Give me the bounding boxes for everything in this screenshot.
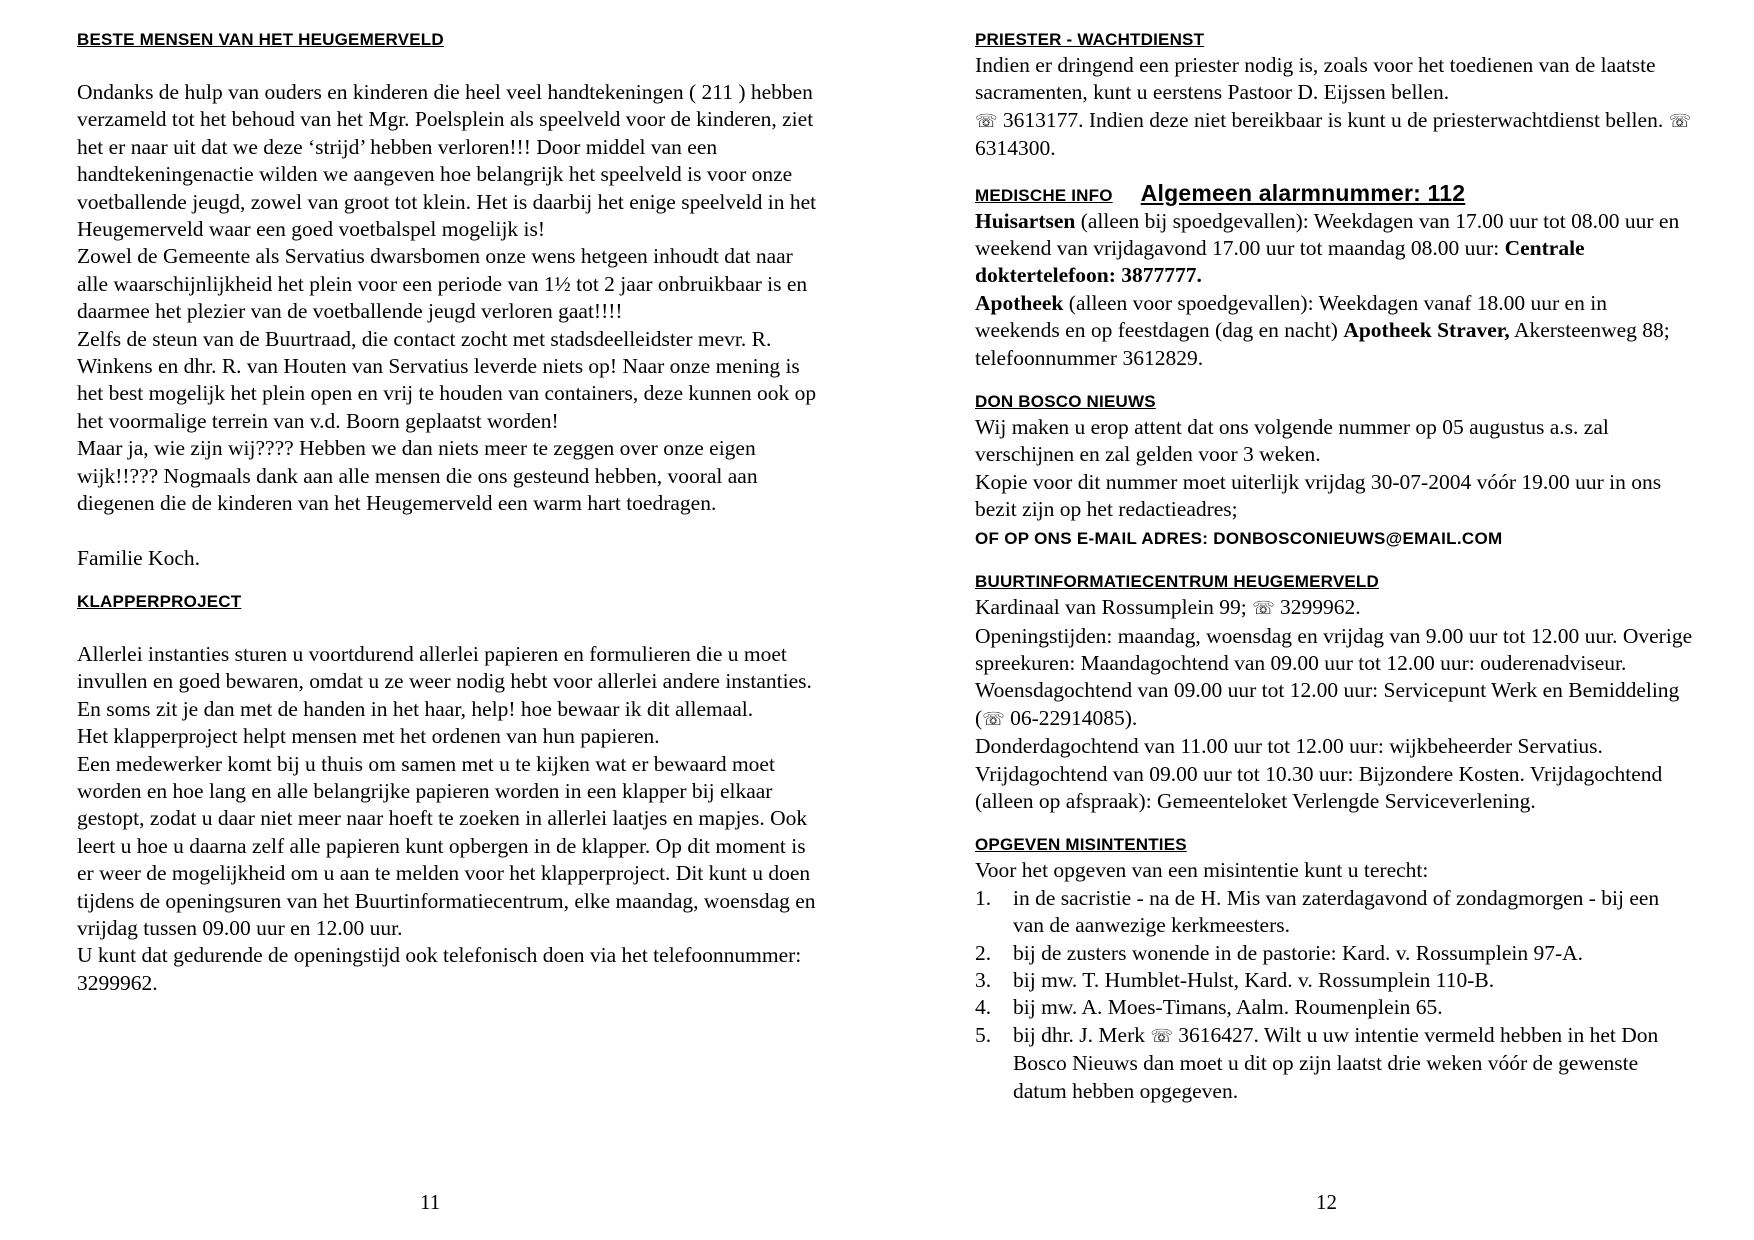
list-item-text-pre: bij dhr. J. Merk xyxy=(1013,1022,1151,1047)
list-item-number: 5. xyxy=(975,1022,992,1047)
phone-icon: ☏ xyxy=(982,708,1005,730)
beste-mensen-paragraph-4: Maar ja, wie zijn wij???? Hebben we dan niets meer te zeggen over onze eigen wijk!!??? Nogmaals dank aan alle mensen die ons gesteund hebben, vooral aan diegenen die de kinderen van het Heugemerveld een warm hart toedragen. xyxy=(77,436,758,516)
buurtinfo-address-text: Kardinaal van Rossumplein 99; xyxy=(975,595,1253,620)
beste-mensen-paragraph-2: Zowel de Gemeente als Servatius dwarsbomen onze wens hetgeen inhoudt dat naar alle waarschijnlijkheid het plein voor een periode van 1½ tot 2 jaar onbruikbaar is en daarmee het plezier van de voetballende jeugd verloren gaat!!!! xyxy=(77,244,808,324)
list-item xyxy=(975,885,1695,940)
buurtinfo-text-1-phone: 06-22914085). xyxy=(1004,705,1138,730)
klapper-paragraph-1: Allerlei instanties sturen u voortdurend allerlei papieren en formulieren die u moet invullen en goed bewaren, omdat u ze weer nodig hebt voor allerlei andere instanties. En soms zit je dan met de handen in het haar, help! hoe bewaar ik dit allemaal. xyxy=(77,641,812,721)
klapper-paragraph-4: U kunt dat gedurende de openingstijd ook telefonisch doen via het telefoonnummer: 3299962. xyxy=(77,943,802,995)
heading-beste-mensen: BESTE MENSEN VAN HET HEUGEMERVELD xyxy=(77,30,444,49)
huisartsen-label: Huisartsen xyxy=(975,208,1076,233)
phone-icon: ☏ xyxy=(1668,110,1692,132)
centrale-doktertelefoon: Centrale doktertelefoon: 3877777. xyxy=(975,236,1585,288)
buurtinfo-text-2: Donderdagochtend van 11.00 uur tot 12.00 uur: wijkbeheerder Servatius. Vrijdagochtend van 09.00 uur tot 10.30 uur: Bijzondere Kosten. Vrijdagochtend (alleen op afspraak): Gemeenteloket Verlengde Serviceverlening. xyxy=(975,734,1663,813)
list-item-text: bij mw. A. Moes-Timans, Aalm. Roumenplein 65. xyxy=(1013,995,1443,1020)
page-number-right: 12 xyxy=(1316,1190,1337,1214)
buurtinfo-openingstijden xyxy=(975,623,1695,734)
list-item-number: 3. xyxy=(975,967,992,992)
list-item xyxy=(975,940,1695,967)
heading-don-bosco-nieuws: DON BOSCO NIEUWS xyxy=(975,392,1156,412)
apotheek-label: Apotheek xyxy=(975,290,1064,315)
list-item xyxy=(975,994,1695,1021)
apotheek-name: Apotheek Straver, xyxy=(1343,318,1510,343)
list-item-number: 1. xyxy=(975,885,992,910)
phone-icon: ☏ xyxy=(1150,1025,1173,1047)
list-item xyxy=(975,967,1695,994)
apotheek-text: (alleen voor spoedgevallen): Weekdagen vanaf 18.00 uur en in weekends en op feestdagen (dag en nacht) xyxy=(975,290,1607,343)
apotheek-info xyxy=(975,290,1695,372)
alarm-number: Algemeen alarmnummer: 112 xyxy=(1140,179,1466,206)
priester-text-2: 3613177. Indien deze niet bereikbaar is kunt u de priesterwachtdienst bellen. xyxy=(997,107,1669,132)
list-item-number: 2. xyxy=(975,940,992,965)
beste-mensen-paragraph-1: Ondanks de hulp van ouders en kinderen die heel veel handtekeningen ( 211 ) hebben verzameld tot het behoud van het Mgr. Poelsplein als speelveld voor de kinderen, ziet het er naar uit dat we deze ‘strijd’ hebben verloren!!! Door middel van een handtekeningenactie wilden we aangeven hoe belangrijk het speelveld is voor onze voetballende jeugd, zowel van groot tot klein. Het is daarbij het enige speelveld in het Heugemerveld waar een goed voetbalspel mogelijk is! xyxy=(77,80,817,242)
klapper-paragraph-3: Een medewerker komt bij u thuis om samen met u te kijken wat er bewaard moet worden en hoe lang en alle belangrijke papieren worden in een klapper bij elkaar gestopt, zodat u daar niet meer naar hoeft te zoeken in allerlei laatjes en mapjes. Ook leert u hoe u daarna zelf alle papieren kunt opbergen in de klapper. Op dit moment is er weer de mogelijkheid om u aan te melden voor het klapperproject. Dit kunt u doen tijdens de openingsuren van het Buurtinformatiecentrum, elke maandag, woensdag en vrijdag tussen 09.00 uur en 12.00 uur. xyxy=(77,751,816,940)
list-item xyxy=(975,1022,1695,1105)
medische-info-heading-row xyxy=(975,181,1695,208)
list-item-number: 4. xyxy=(975,995,992,1020)
buurtinfo-phone: 3299962. xyxy=(1274,595,1361,620)
heading-opgeven-misintenties: OPGEVEN MISINTENTIES xyxy=(975,835,1187,855)
list-item-text-post: 3616427. Wilt u uw intentie vermeld hebben in het Don Bosco Nieuws dan moet u dit op zijn laatst drie weken vóór de gewenste datum hebben opgegeven. xyxy=(1013,1022,1659,1103)
misintenties-intro: Voor het opgeven van een misintentie kunt u terecht: xyxy=(975,858,1429,883)
heading-medische-info: MEDISCHE INFO xyxy=(975,185,1113,205)
heading-klapperproject: KLAPPERPROJECT xyxy=(77,591,242,611)
left-page xyxy=(77,28,817,997)
huisartsen-text: (alleen bij spoedgevallen): Weekdagen van 17.00 uur tot 08.00 uur en weekend van vrijdagavond 17.00 uur tot maandag 08.00 uur: xyxy=(975,208,1680,261)
buurtinfo-text-1: Openingstijden: maandag, woensdag en vrijdag van 9.00 uur tot 12.00 uur. Overige spreekuren: Maandagochtend van 09.00 uur tot 12.00 uur: ouderenadviseur. Woensdagochtend van 09.00 uur tot 12.00 uur: Servicepunt Werk en Bemiddeling ( xyxy=(975,623,1693,730)
beste-mensen-paragraph-3: Zelfs de steun van de Buurtraad, die contact zocht met stadsdeelleidster mevr. R. Winkens en dhr. R. van Houten van Servatius leverde niets op! Naar onze mening is het best mogelijk het plein open en vrij te houden van containers, deze kunnen ook op het voormalige terrein van v.d. Boorn geplaatst worden! xyxy=(77,326,817,433)
right-page xyxy=(975,28,1695,1105)
heading-priester-wachtdienst: PRIESTER - WACHTDIENST xyxy=(975,30,1205,49)
donbosco-email-line xyxy=(975,524,1695,552)
donbosco-text-1: Wij maken u erop attent dat ons volgende nummer op 05 augustus a.s. zal verschijnen en zal gelden voor 3 weken. xyxy=(975,415,1609,467)
phone-icon: ☏ xyxy=(975,110,998,132)
buurtinfo-address xyxy=(975,594,1695,622)
misintenties-list xyxy=(975,885,1695,1105)
priester-text-1: Indien er dringend een priester nodig is, zoals voor het toedienen van de laatste sacramenten, kunt u eerstens Pastoor D. Eijssen bellen. xyxy=(975,53,1656,105)
phone-icon: ☏ xyxy=(1252,598,1275,620)
list-item-text: in de sacristie - na de H. Mis van zaterdagavond of zondagmorgen - bij een van de aanwezige kerkmeesters. xyxy=(1013,885,1660,938)
donbosco-text-2: Kopie voor dit nummer moet uiterlijk vrijdag 30-07-2004 vóór 19.00 uur in ons bezit zijn op het redactieadres; xyxy=(975,469,1662,522)
signature: Familie Koch. xyxy=(77,545,201,570)
huisartsen-info xyxy=(975,208,1695,290)
email-address-line: OF OP ONS E-MAIL ADRES: DONBOSCONIEUWS@EMAIL.COM xyxy=(975,528,1503,548)
page-number-left: 11 xyxy=(420,1190,441,1214)
heading-buurtinformatiecentrum: BUURTINFORMATIECENTRUM HEUGEMERVELD xyxy=(975,572,1379,592)
klapper-paragraph-2: Het klapperproject helpt mensen met het ordenen van hun papieren. xyxy=(77,724,660,749)
list-item-text: bij de zusters wonende in de pastorie: Kard. v. Rossumplein 97-A. xyxy=(1013,940,1584,965)
priester-text-3: 6314300. xyxy=(975,136,1056,161)
priester-text xyxy=(975,52,1695,163)
list-item-text xyxy=(1013,1022,1695,1105)
list-item-text: bij mw. T. Humblet-Hulst, Kard. v. Rossumplein 110-B. xyxy=(1013,967,1495,992)
apotheek-address: Akersteenweg 88; telefoonnummer 3612829. xyxy=(975,318,1670,370)
